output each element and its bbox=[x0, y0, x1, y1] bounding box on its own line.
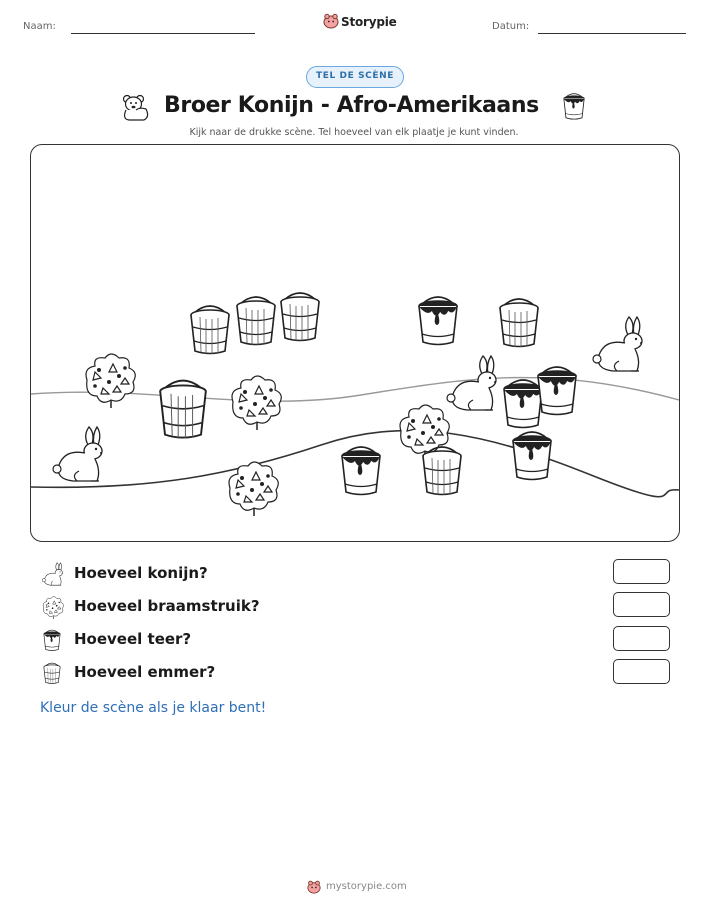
brand-name: Storypie bbox=[341, 15, 397, 29]
tar-icon bbox=[41, 628, 63, 652]
bucket-2 bbox=[237, 297, 275, 345]
bucket-4 bbox=[500, 299, 538, 347]
storypie-footer-logo-icon bbox=[307, 879, 321, 893]
section-badge: TEL DE SCÈNE bbox=[306, 66, 404, 88]
question-rabbits: Hoeveel konijn? bbox=[74, 564, 208, 582]
page-subtitle: Kijk naar de drukke scène. Tel hoeveel van elk plaatje je kunt vinden. bbox=[189, 127, 519, 138]
rabbit-icon bbox=[41, 562, 65, 586]
tar-bucket-3 bbox=[538, 367, 576, 415]
rabbit-3 bbox=[53, 427, 102, 481]
tar-bucket-5 bbox=[342, 447, 380, 495]
question-brambles: Hoeveel braamstruik? bbox=[74, 597, 260, 615]
scene-canvas bbox=[31, 145, 679, 541]
bramble-icon bbox=[41, 595, 65, 619]
bucket-icon bbox=[41, 661, 63, 685]
tar-bucket-4 bbox=[513, 432, 551, 480]
counting-scene bbox=[30, 144, 680, 542]
date-label: Datum: bbox=[492, 21, 530, 32]
site-url[interactable]: mystorypie.com bbox=[326, 881, 407, 892]
rabbit-2 bbox=[593, 317, 642, 371]
bucket-3 bbox=[281, 293, 319, 341]
answer-box-buckets[interactable] bbox=[613, 659, 670, 684]
coloring-instruction: Kleur de scène als je klaar bent! bbox=[40, 700, 267, 716]
date-line[interactable] bbox=[538, 33, 686, 34]
tar-bucket-2 bbox=[504, 380, 542, 428]
bucket-6 bbox=[423, 447, 461, 495]
bramble-1 bbox=[86, 354, 135, 408]
bear-icon bbox=[120, 93, 150, 121]
bramble-4 bbox=[229, 462, 278, 516]
name-label: Naam: bbox=[23, 21, 56, 32]
tar-bucket-title-icon bbox=[562, 91, 586, 121]
answer-box-tar[interactable] bbox=[613, 626, 670, 651]
rabbit-1 bbox=[447, 356, 496, 410]
bramble-2 bbox=[232, 376, 281, 430]
storypie-logo-icon bbox=[323, 13, 339, 29]
question-buckets: Hoeveel emmer? bbox=[74, 663, 216, 681]
bucket-1 bbox=[191, 306, 229, 354]
answer-box-brambles[interactable] bbox=[613, 592, 670, 617]
question-tar: Hoeveel teer? bbox=[74, 630, 192, 648]
bucket-5 bbox=[160, 381, 206, 439]
tar-bucket-1 bbox=[419, 297, 457, 345]
answer-box-rabbits[interactable] bbox=[613, 559, 670, 584]
name-line[interactable] bbox=[71, 33, 255, 34]
page-title: Broer Konijn - Afro-Amerikaans bbox=[164, 93, 539, 118]
